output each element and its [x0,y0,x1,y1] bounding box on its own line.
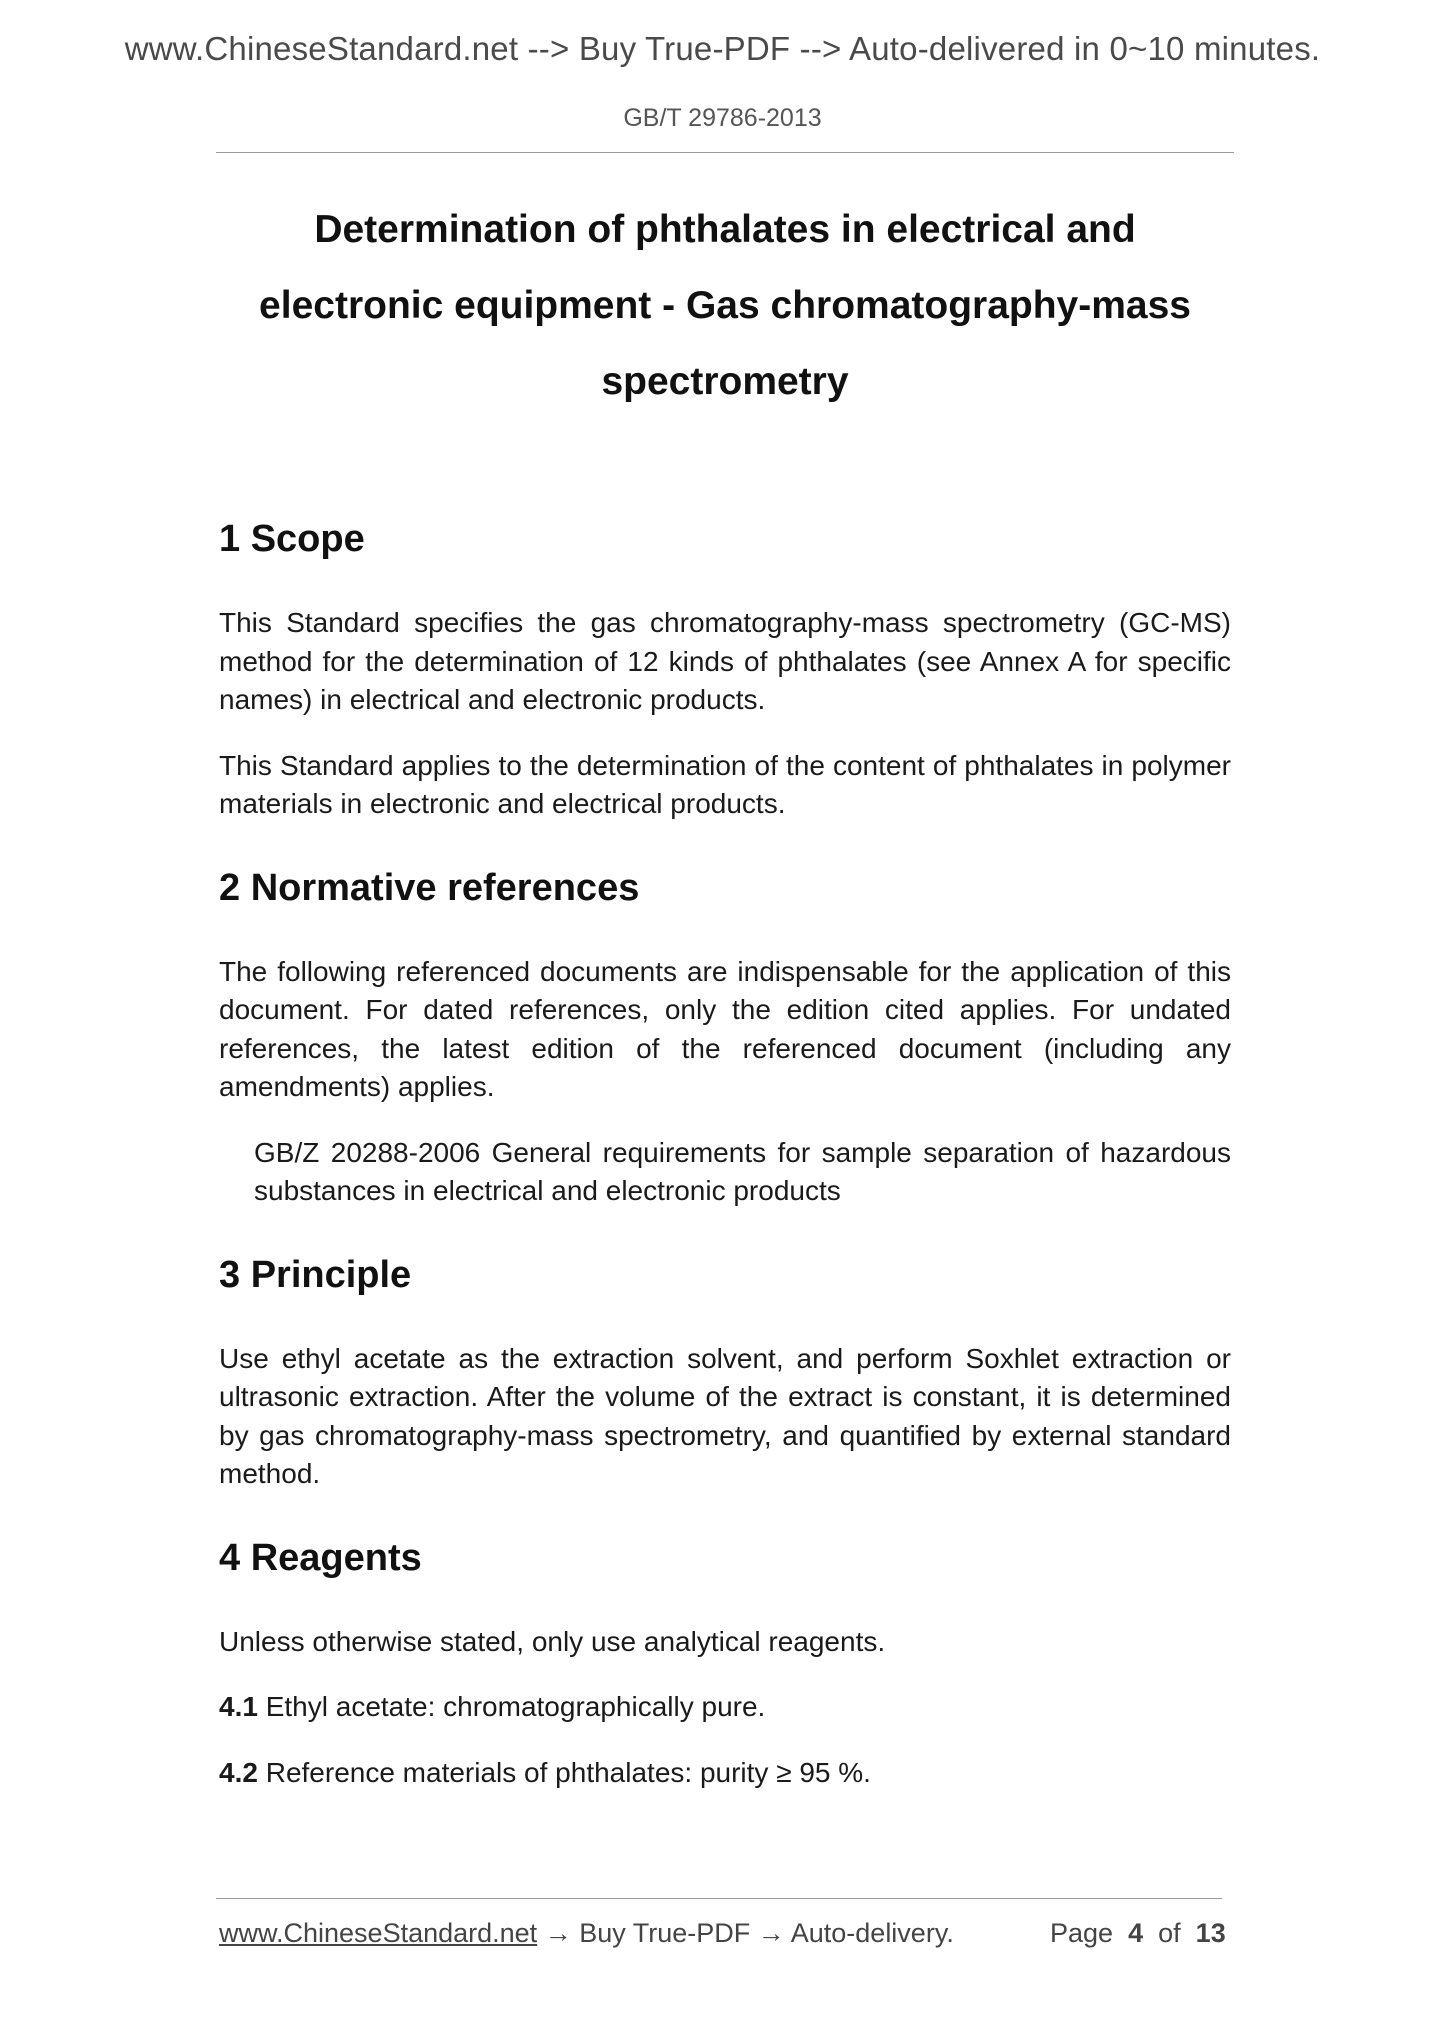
scope-paragraph-1: This Standard specifies the gas chromatography-mass spectrometry (GC-MS) method for the determination of 12 kinds of phthalates (see Annex A for specific names) in electrical and electronic products. [219,607,1231,715]
section-heading-normative-references: 2 Normative references [219,866,640,909]
footer-divider [216,1898,1222,1899]
footer-promo [219,1918,954,1949]
title-line-2: electronic equipment - Gas chromatography-mass [259,284,1191,327]
document-body [219,516,1231,1819]
standard-code: GB/T 29786-2013 [623,104,822,132]
title-line-3: spectrometry [601,360,849,403]
principle-paragraph-1: Use ethyl acetate as the extraction solvent, and perform Soxhlet extraction or ultrasonic extraction. After the volume of the extract is constant, it is determined by gas chromatography-mass spectrometry, and quantified by external standard method. [219,1342,1231,1489]
footer-link[interactable]: www.ChineseStandard.net [219,1918,538,1948]
footer-tagline: → Buy True-PDF → Auto-delivery. [537,1918,954,1948]
normative-reference-item: GB/Z 20288-2006 General requirements for sample separation of hazardous substances in electrical and electronic products [254,1136,1231,1206]
reagent-item-text: Reference materials of phthalates: purity ≥ 95 %. [265,1756,871,1788]
normative-paragraph-1: The following referenced documents are indispensable for the application of this document. For dated references, only the edition cited applies. For undated references, the latest edition of the referenced document (including any amendments) applies. [219,955,1231,1102]
page-number: 4 [1128,1918,1144,1948]
page-word: Page [1050,1918,1114,1948]
header-divider [216,152,1234,153]
scope-paragraph-2: This Standard applies to the determination of the content of phthalates in polymer materials in electronic and electrical products. [219,749,1231,819]
header-banner: www.ChineseStandard.net --> Buy True-PDF --> Auto-delivered in 0~10 minutes. [124,30,1321,67]
reagent-item-text: Ethyl acetate: chromatographically pure. [265,1691,766,1722]
page-indicator [1050,1918,1226,1949]
reagent-item-4-1 [219,1688,1231,1727]
reagent-item-number: 4.2 [219,1756,258,1788]
section-heading-principle: 3 Principle [219,1253,412,1296]
document-title [216,192,1234,420]
section-heading-reagents: 4 Reagents [219,1536,422,1579]
title-line-1: Determination of phthalates in electrical and [314,208,1136,251]
reagent-item-4-2 [219,1754,1231,1793]
reagents-paragraph-1: Unless otherwise stated, only use analytical reagents. [219,1625,886,1657]
page-total: 13 [1195,1918,1226,1948]
reagent-item-number: 4.1 [219,1691,258,1722]
section-heading-scope: 1 Scope [219,518,365,560]
of-word: of [1158,1918,1181,1948]
